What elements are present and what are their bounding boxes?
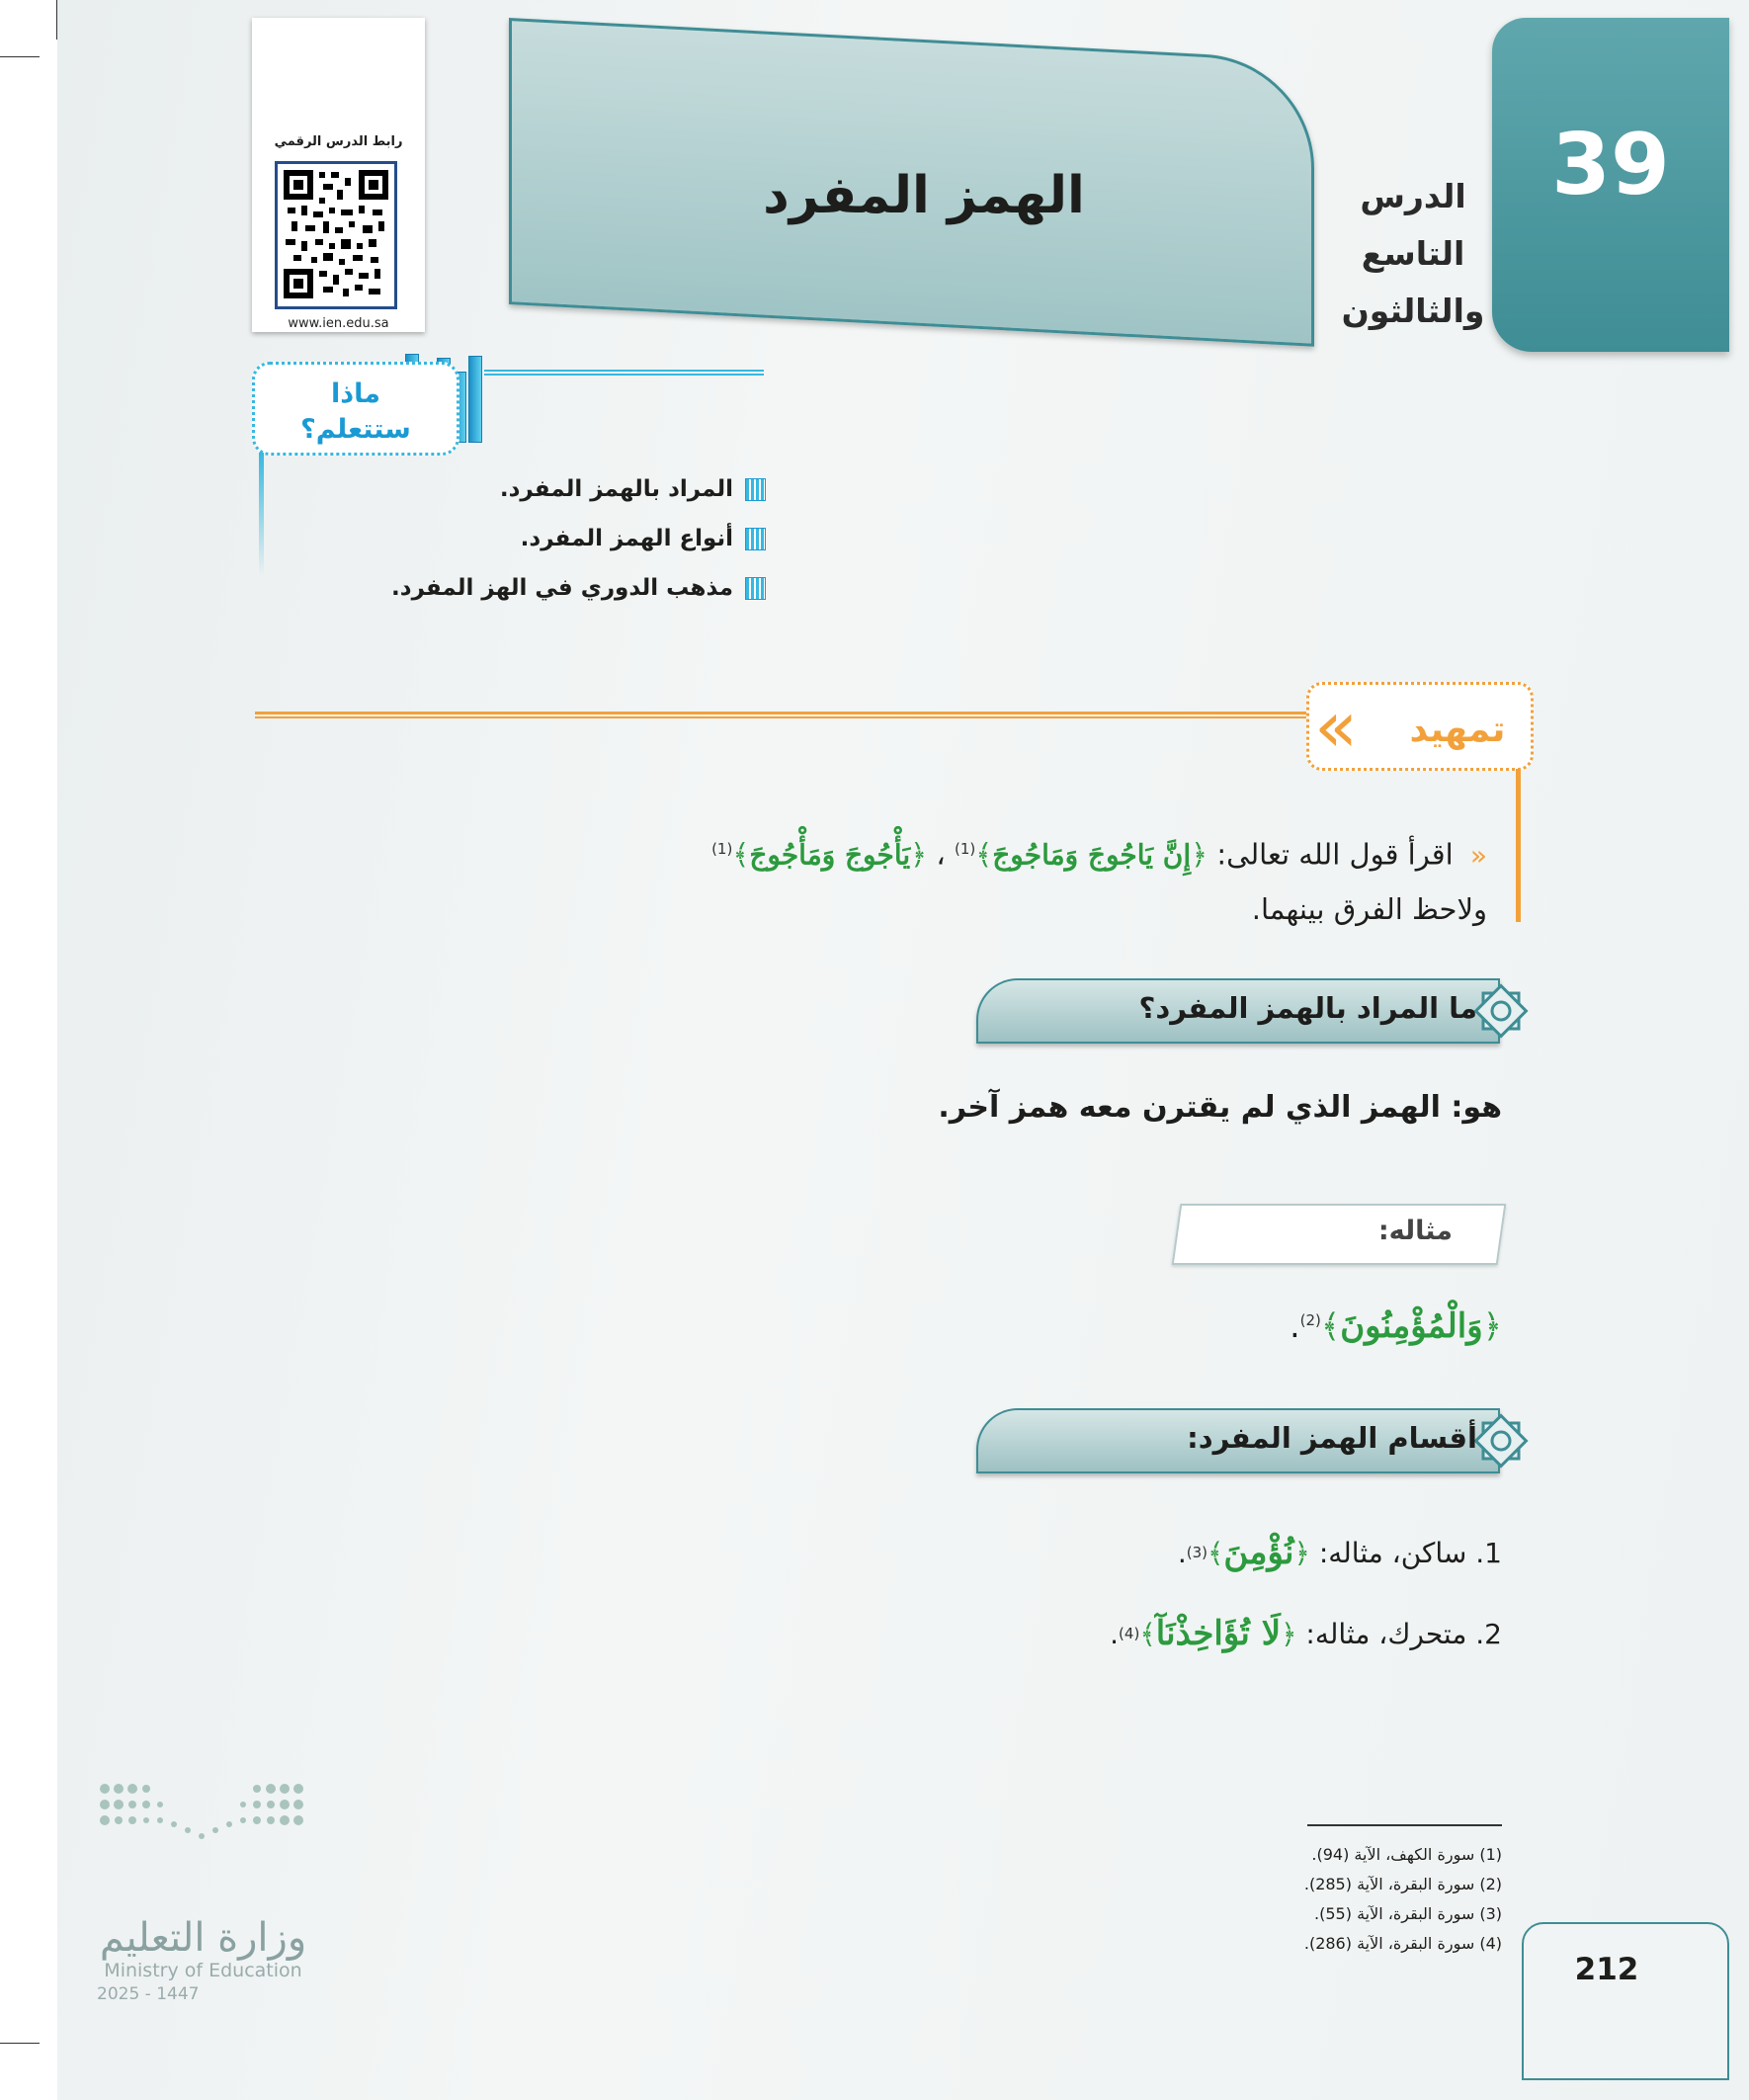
footnote-ref: (1) — [711, 840, 733, 858]
book-bullet-icon — [745, 478, 766, 501]
intro-side-bar — [1516, 769, 1521, 922]
qr-card[interactable] — [252, 18, 425, 332]
lesson-title: الهمز المفرد — [763, 166, 1085, 225]
verse-end: . — [1290, 1306, 1300, 1345]
learn-item-text: مذهب الدوري في الهز المفرد. — [391, 575, 733, 601]
verse-ornament-icon: ﴿ — [1293, 1536, 1310, 1569]
footnote: (3) سورة البقرة، الآية (55). — [1314, 1904, 1502, 1923]
section-1-heading: ما المراد بالهمز المفرد؟ — [1138, 991, 1477, 1025]
list-item — [375, 464, 766, 514]
learn-divider — [484, 370, 764, 376]
intro-text-after: ولاحظ الفرق بينهما. — [1251, 891, 1487, 926]
lesson-number: 39 — [1551, 116, 1670, 214]
footnote: (1) سورة الكهف، الآية (94). — [1311, 1845, 1502, 1864]
definition: هو: الهمز الذي لم يقترن معه همز آخر. — [938, 1090, 1502, 1125]
chevron-bullet-icon: « — [1469, 838, 1487, 872]
qr-code[interactable] — [275, 161, 397, 309]
list-item — [375, 563, 766, 613]
types-list — [889, 1512, 1502, 1674]
footnote-ref: (2) — [1299, 1311, 1321, 1329]
octagram-icon — [1470, 1410, 1532, 1471]
list-item — [889, 1593, 1502, 1674]
intro-text-before: اقرأ قول الله تعالى: — [1216, 837, 1454, 872]
verse-ornament-icon: ﴾ — [732, 837, 750, 872]
verse-end: . — [1177, 1536, 1187, 1569]
type-label: 1. ساكن، مثاله: — [1318, 1536, 1502, 1569]
verse-ornament-icon: ﴿ — [910, 837, 928, 872]
lesson-label-line1: الدرس التاسع — [1360, 177, 1466, 273]
intro-label: تمهيد — [1409, 710, 1506, 750]
learn-item-text: المراد بالهمز المفرد. — [499, 476, 733, 502]
verse-ornament-icon: ﴿ — [1482, 1306, 1502, 1345]
verse-end: . — [1110, 1617, 1120, 1650]
learn-label-line1: ماذا — [331, 378, 380, 409]
section-2-heading: أقسام الهمز المفرد: — [1187, 1421, 1477, 1455]
ministry-name-en: Ministry of Education — [104, 1960, 302, 1981]
list-item — [889, 1512, 1502, 1593]
ministry-name-ar: وزارة التعليم — [99, 1915, 307, 1961]
lesson-label — [1334, 168, 1492, 340]
learn-side-bar — [259, 453, 264, 576]
learn-label-line2: ستتعلم؟ — [300, 414, 411, 445]
type-label: 2. متحرك، مثاله: — [1305, 1617, 1502, 1650]
double-chevron-icon: « — [1314, 685, 1359, 768]
learn-badge — [252, 362, 459, 456]
footnote-ref: (3) — [1186, 1544, 1208, 1561]
verse-ornament-icon: ﴿ — [1281, 1617, 1297, 1650]
example-verse: وَالْمُؤْمِنُونَ — [1340, 1306, 1483, 1346]
crop-mark — [0, 2043, 40, 2044]
footnote: (2) سورة البقرة، الآية (285). — [1303, 1875, 1502, 1893]
crop-mark — [0, 56, 40, 57]
type-verse: لَا تُؤَاخِذْنَآ — [1155, 1614, 1282, 1653]
example-verse-line — [1196, 1306, 1502, 1346]
footnote-rule — [1307, 1824, 1502, 1826]
verse-2: يَأْجُوجَ وَمَأْجُوجَ — [749, 838, 911, 872]
verse-ornament-icon: ﴿ — [1191, 837, 1208, 872]
learn-list — [375, 464, 766, 613]
qr-url[interactable]: www.ien.edu.sa — [288, 316, 389, 331]
page-number: 212 — [1574, 1952, 1639, 1987]
verse-ornament-icon: ﴾ — [1139, 1617, 1156, 1650]
ministry-logo-icon — [97, 1779, 309, 1848]
book-bullet-icon — [745, 528, 766, 550]
verse-ornament-icon: ﴾ — [1207, 1536, 1224, 1569]
type-verse: نُؤْمِنَ — [1223, 1533, 1294, 1572]
verse-ornament-icon: ﴾ — [1320, 1306, 1341, 1345]
ministry-year: 2025 - 1447 — [97, 1984, 200, 2004]
qr-caption: رابط الدرس الرقمي — [274, 134, 403, 149]
example-label: مثاله: — [1377, 1216, 1453, 1246]
intro-paragraph — [514, 822, 1487, 936]
learn-item-text: أنواع الهمز المفرد. — [520, 526, 733, 551]
intro-divider — [255, 712, 1307, 718]
book-bullet-icon — [745, 577, 766, 600]
footnote: (4) سورة البقرة، الآية (286). — [1303, 1934, 1502, 1953]
verse-1: إِنَّ يَاجُوجَ وَمَاجُوجَ — [992, 838, 1192, 872]
lesson-label-line2: والثالثون — [1341, 292, 1485, 330]
footnotes — [1186, 1840, 1502, 1959]
footnote-ref: (4) — [1119, 1625, 1140, 1642]
footnote-ref: (1) — [954, 840, 976, 858]
verse-ornament-icon: ﴾ — [975, 837, 993, 872]
octagram-icon — [1470, 980, 1532, 1042]
list-item — [375, 514, 766, 563]
separator: ، — [936, 837, 946, 872]
lesson-number-tab — [1492, 18, 1729, 352]
page-number-box — [1522, 1922, 1729, 2080]
